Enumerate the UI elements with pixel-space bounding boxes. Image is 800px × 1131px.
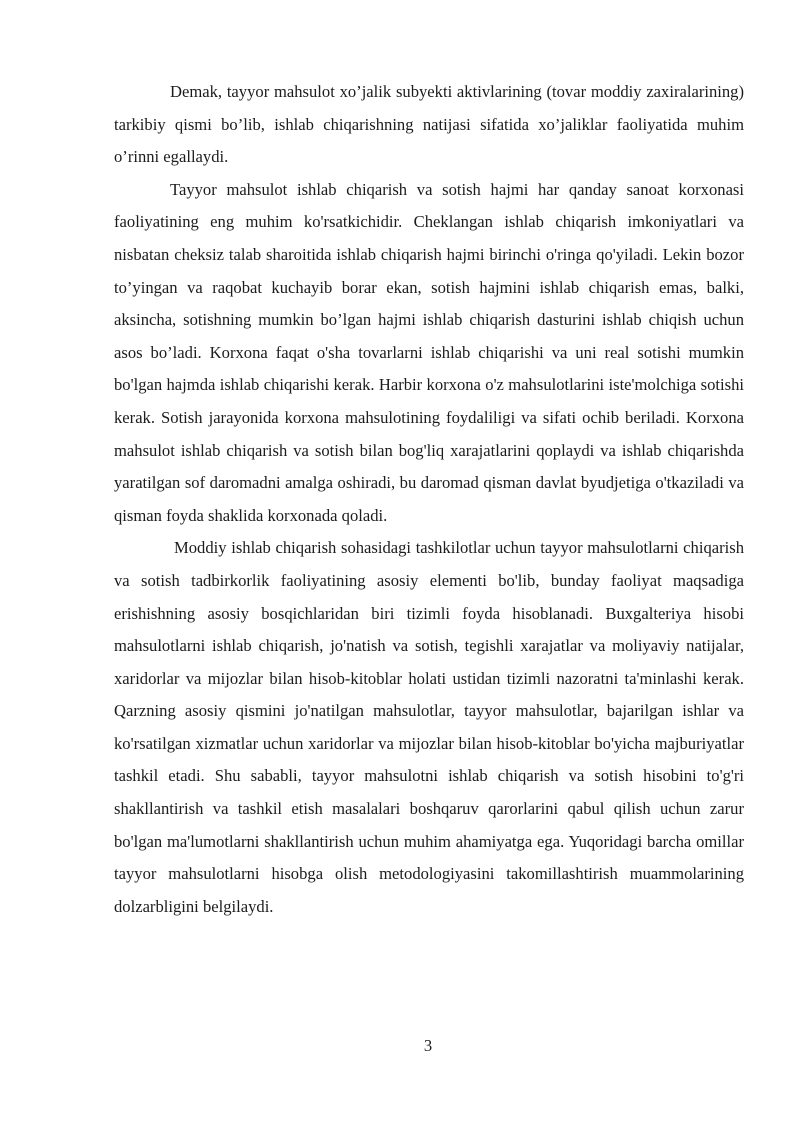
body-text <box>114 76 744 923</box>
paragraph-3: Moddiy ishlab chiqarish sohasidagi tashkilotlar uchun tayyor mahsulotlarni chiqarish va sotish tadbirkorlik faoliyatining asosiy elementi bo'lib, bunday faoliyat maqsadiga erishishning asosiy bosqichlaridan biri tizimli foyda hisoblanadi. Buxgalteriya hisobi mahsulotlarni ishlab chiqarish, jo'natish va sotish, tegishli xarajatlar va moliyaviy natijalar, xaridorlar va mijozlar bilan hisob-kitoblar holati ustidan tizimli nazoratni ta'minlashi kerak. Qarzning asosiy qismini jo'natilgan mahsulotlar, tayyor mahsulotlar, bajarilgan ishlar va ko'rsatilgan xizmatlar uchun xaridorlar va mijozlar bilan hisob-kitoblar bo'yicha majburiyatlar tashkil etadi. Shu sababli, tayyor mahsulotni ishlab chiqarish va sotish hisobini to'g'ri shakllantirish va tashkil etish masalalari boshqaruv qarorlarini qabul qilish uchun zarur bo'lgan ma'lumotlarni shakllantirish uchun muhim ahamiyatga ega. Yuqoridagi barcha omillar tayyor mahsulotlarni hisobga olish metodologiyasini takomillashtirish muammolarining dolzarbligini belgilaydi. <box>114 538 744 916</box>
paragraph-2: Tayyor mahsulot ishlab chiqarish va sotish hajmi har qanday sanoat korxonasi faoliyatining eng muhim ko'rsatkichidir. Cheklangan ishlab chiqarish imkoniyatlari va nisbatan cheksiz talab sharoitida ishlab chiqarish hajmi birinchi o'ringa qo'yiladi. Lekin bozor to’yingan va raqobat kuchayib borar ekan, sotish hajmini ishlab chiqarish emas, balki, aksincha, sotishning mumkin bo’lgan hajmi ishlab chiqarish dasturini ishlab chiqish uchun asos bo’ladi. Korxona faqat o'sha tovarlarni ishlab chiqarishi va uni real sotishi mumkin bo'lgan hajmda ishlab chiqarishi kerak. Harbir korxona o'z mahsulotlarini iste'molchiga sotishi kerak. Sotish jarayonida korxona mahsulotining foydaliligi va sifati ochib beriladi. Korxona mahsulot ishlab chiqarish va sotish bilan bog'liq xarajatlarini qoplaydi va ishlab chiqarishda yaratilgan sof daromadni amalga oshiradi, bu daromad qisman davlat byudjetiga o'tkaziladi va qisman foyda shaklida korxonada qoladi. <box>114 179 744 525</box>
paragraph-1: Demak, tayyor mahsulot xo’jalik subyekti aktivlarining (tovar moddiy zaxiralarining) tarkibiy qismi bo’lib, ishlab chiqarishning natijasi sifatida xo’jaliklar faoliyatida muhim o’rinni egallaydi. <box>114 82 744 167</box>
page-number: 3 <box>423 1036 433 1055</box>
